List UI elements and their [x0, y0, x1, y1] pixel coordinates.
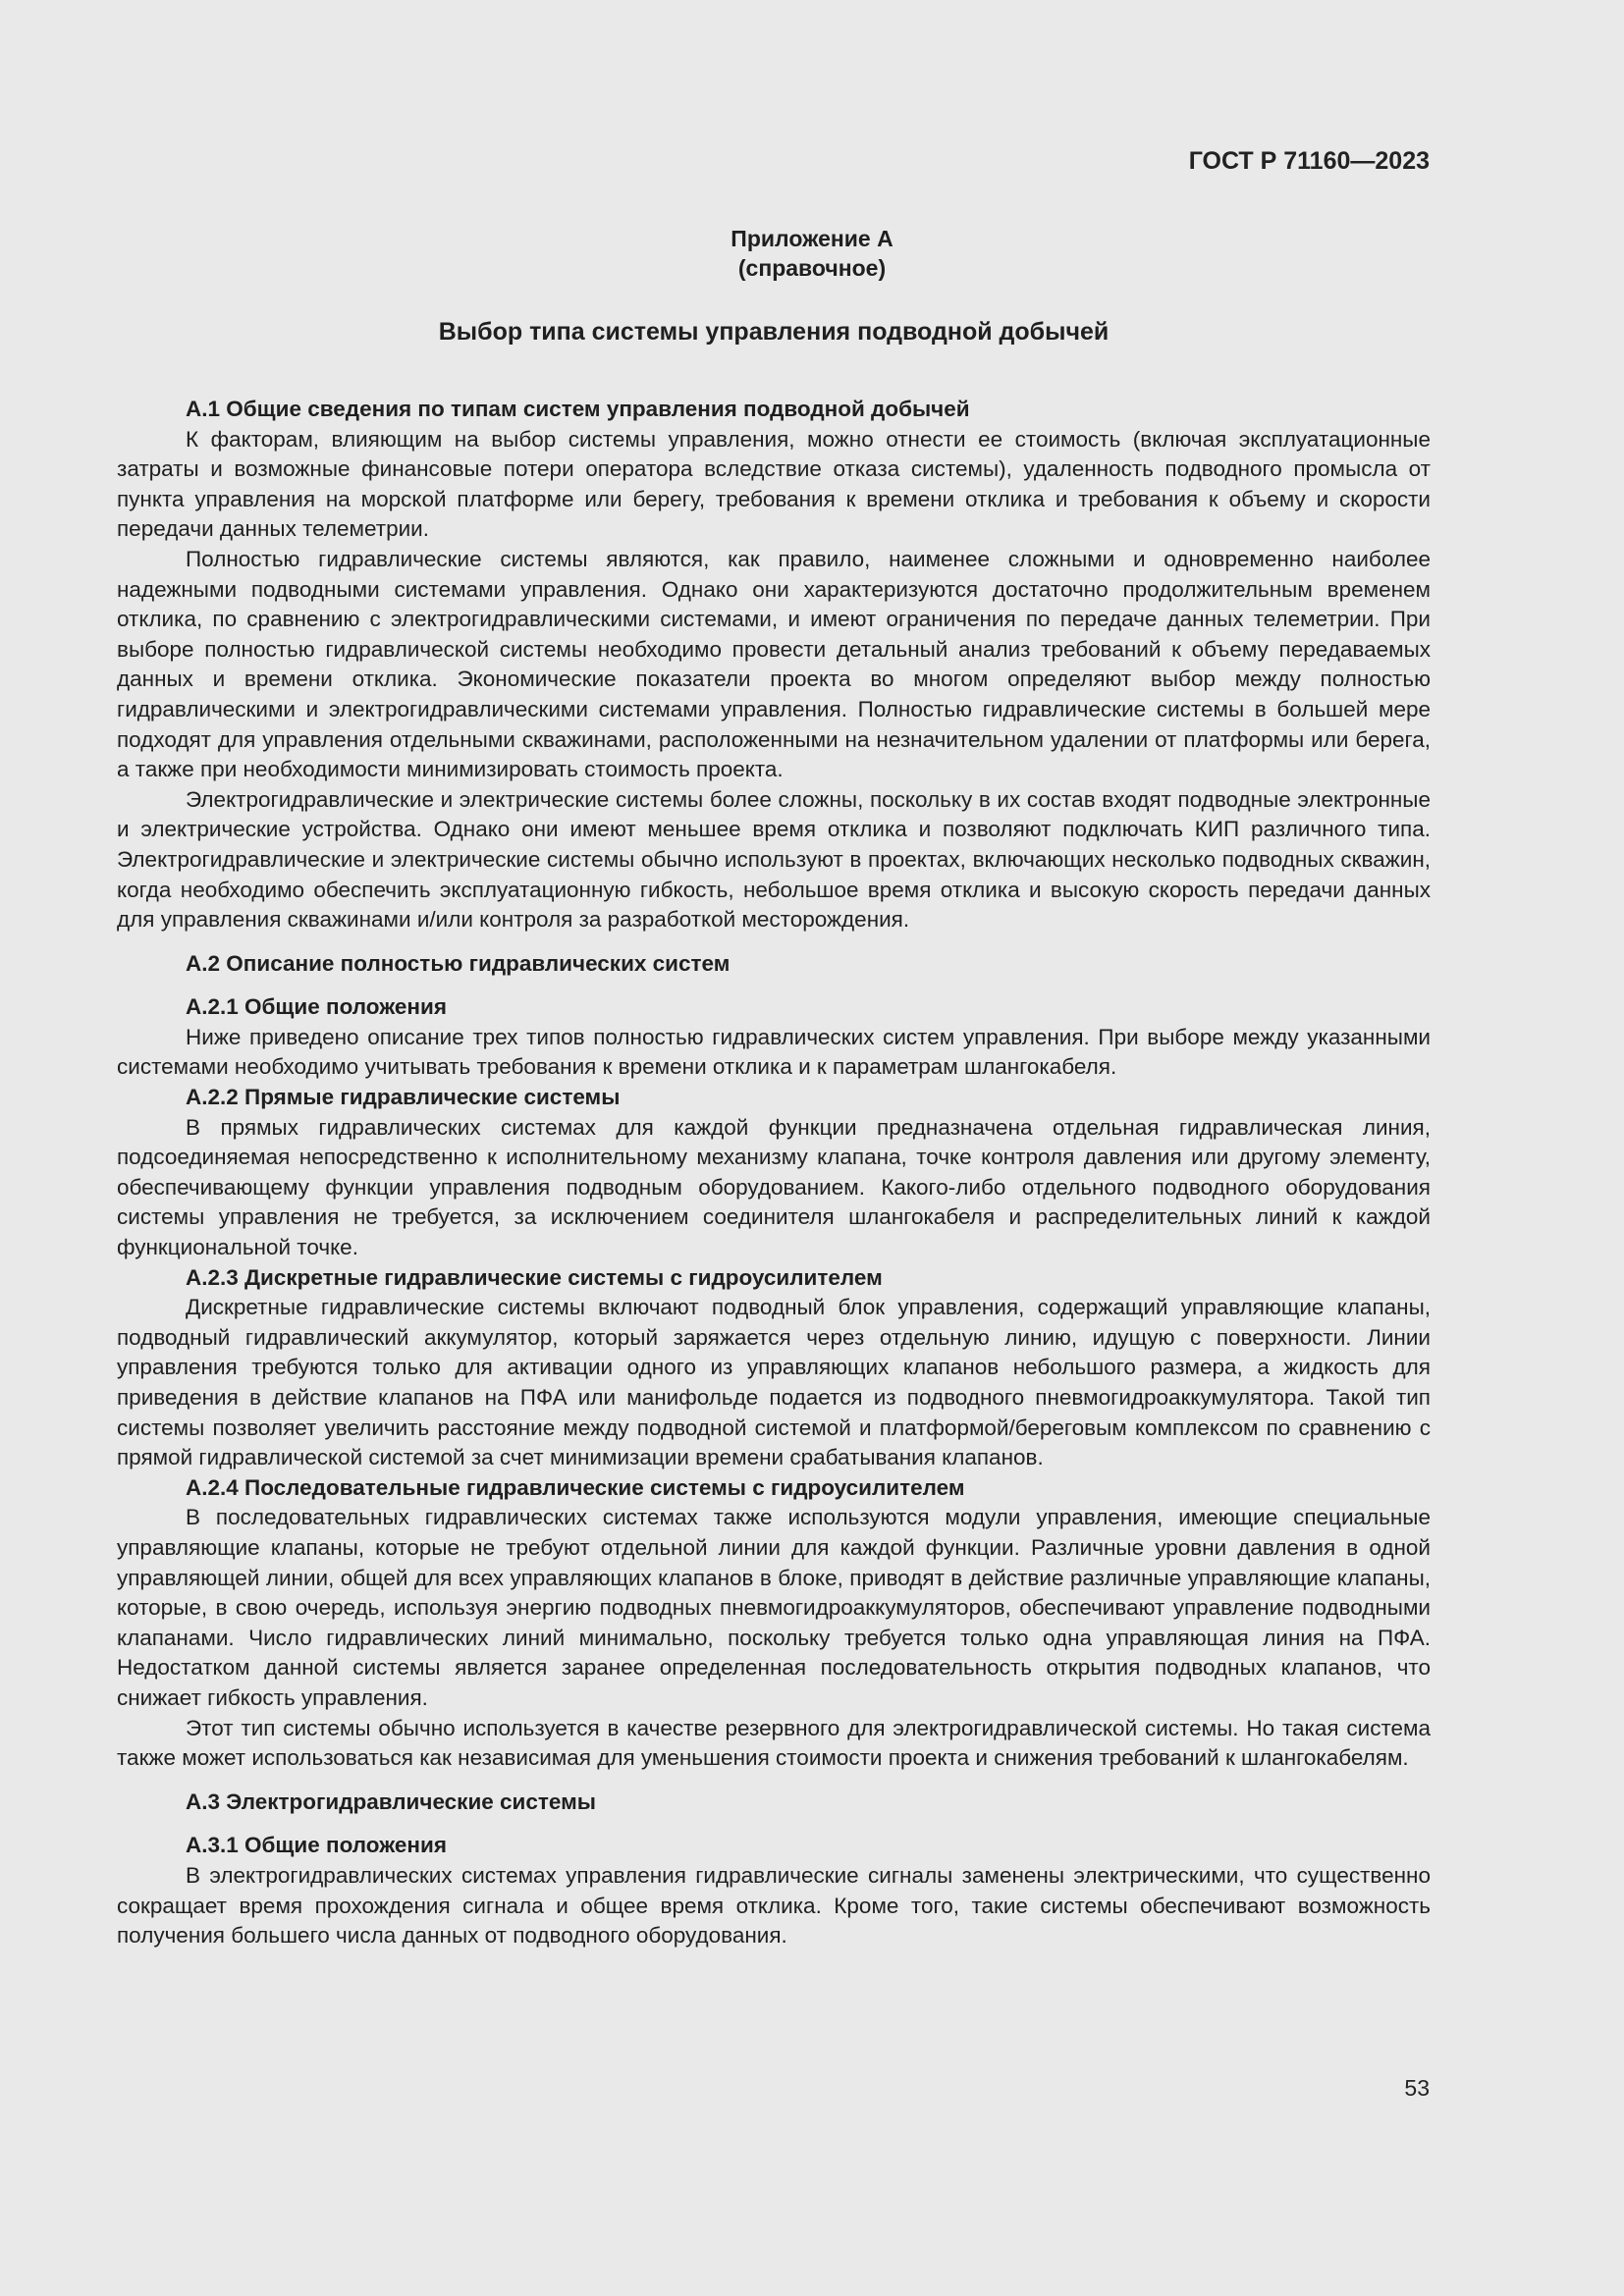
- subsection-heading-a23: А.2.3 Дискретные гидравлические системы с гидроусилителем: [186, 1264, 883, 1290]
- subsection-heading-a21: А.2.1 Общие положения: [186, 994, 447, 1020]
- subsection-heading-a22: А.2.2 Прямые гидравлические системы: [186, 1085, 621, 1110]
- paragraph: Электрогидравлические и электрические системы более сложны, поскольку в их состав входят подводные электронные и электрические устройства. Однако они имеют меньшее время отклика и позволяют подключать КИП различного типа. Электрогидравлические и электрические системы обычно используют в проектах, включающих несколько подводных скважин, когда необходимо обеспечить эксплуатационную гибкость, небольшое время отклика и высокую скорость передачи данных для управления скважинами и/или контроля за разработкой месторождения.: [117, 786, 1431, 933]
- appendix-label: Приложение А: [731, 226, 893, 251]
- document-code: ГОСТ Р 71160—2023: [1188, 147, 1430, 175]
- appendix-header: [0, 224, 1624, 283]
- section-heading-a3: А.3 Электрогидравлические системы: [186, 1789, 596, 1814]
- paragraph: К факторам, влияющим на выбор системы управления, можно отнести ее стоимость (включая эксплуатационные затраты и возможные финансовые потери оператора вследствие отказа системы), удаленность подводного промысла от пункта управления на морской платформе или берегу, требования к времени отклика и требования к объему и скорости передачи данных телеметрии.: [117, 426, 1431, 542]
- appendix-title: Выбор типа системы управления подводной добычей: [438, 318, 1110, 346]
- subsection-heading-a24: А.2.4 Последовательные гидравлические системы с гидроусилителем: [186, 1474, 965, 1500]
- paragraph: В прямых гидравлических системах для каждой функции предназначена отдельная гидравлическая линия, подсоединяемая непосредственно к исполнительному механизму клапана, точке контроля давления или другому элементу, обеспечивающему функции управления подводным оборудованием. Какого-либо отдельного подводного оборудования системы управления не требуется, за исключением соединителя шлангокабеля и распределительных линий к каждой функциональной точке.: [117, 1114, 1431, 1260]
- paragraph: Этот тип системы обычно используется в качестве резервного для электрогидравлической системы. Но такая система также может использоваться как независимая для уменьшения стоимости проекта и снижения требований к шлангокабелям.: [117, 1715, 1431, 1771]
- section-heading-a2: А.2 Описание полностью гидравлических систем: [186, 950, 731, 976]
- section-heading-a1: А.1 Общие сведения по типам систем управления подводной добычей: [186, 397, 970, 421]
- paragraph: Дискретные гидравлические системы включают подводный блок управления, содержащий управляющие клапаны, подводный гидравлический аккумулятор, который заряжается через отдельную линию, идущую с поверхности. Линии управления требуются только для активации одного из управляющих клапанов небольшого размера, а жидкость для приведения в действие клапанов на ПФА или манифольде подается из подводного пневмогидроаккумулятора. Такой тип системы позволяет увеличить расстояние между подводной системой и платформой/береговым комплексом по сравнению с прямой гидравлической системой за счет минимизации времени срабатывания клапанов.: [117, 1295, 1431, 1470]
- page-number: 53: [1404, 2075, 1430, 2101]
- appendix-kind: (справочное): [737, 255, 887, 281]
- subsection-heading-a31: А.3.1 Общие положения: [186, 1833, 447, 1858]
- paragraph: Ниже приведено описание трех типов полностью гидравлических систем управления. При выборе между указанными системами необходимо учитывать требования к времени отклика и к параметрам шлангокабеля.: [117, 1024, 1431, 1080]
- paragraph: В последовательных гидравлических системах также используются модули управления, имеющие специальные управляющие клапаны, которые не требуют отдельной линии для каждой функции. Различные уровни давления в одной управляющей линии, общей для всех управляющих клапанов в блоке, приводят в действие различные управляющие клапаны, которые, в свою очередь, используя энергию подводных пневмогидроаккумуляторов, обеспечивают управление подводными клапанами. Число гидравлических линий минимально, поскольку требуется только одна управляющая линия на ПФА. Недостатком данной системы является заранее определенная последовательность открытия подводных клапанов, что снижает гибкость управления.: [117, 1505, 1431, 1710]
- paragraph: В электрогидравлических системах управления гидравлические сигналы заменены электрическими, что существенно сокращает время прохождения сигнала и общее время отклика. Кроме того, такие системы обеспечивают возможность получения большего числа данных от подводного оборудования.: [117, 1862, 1431, 1949]
- document-body: [117, 395, 1431, 1951]
- paragraph: Полностью гидравлические системы являются, как правило, наименее сложными и одновременно наиболее надежными подводными системами управления. Однако они характеризуются достаточно продолжительным временем отклика, по сравнению с электрогидравлическими системами, и имеют ограничения по передаче данных телеметрии. При выборе полностью гидравлической системы необходимо провести детальный анализ требований к объему передаваемых данных и времени отклика. Экономические показатели проекта во многом определяют выбор между полностью гидравлическими и электрогидравлическими системами управления. Полностью гидравлические системы в большей мере подходят для управления отдельными скважинами, расположенными на незначительном удалении от платформы или берега, а также при необходимости минимизировать стоимость проекта.: [117, 546, 1431, 782]
